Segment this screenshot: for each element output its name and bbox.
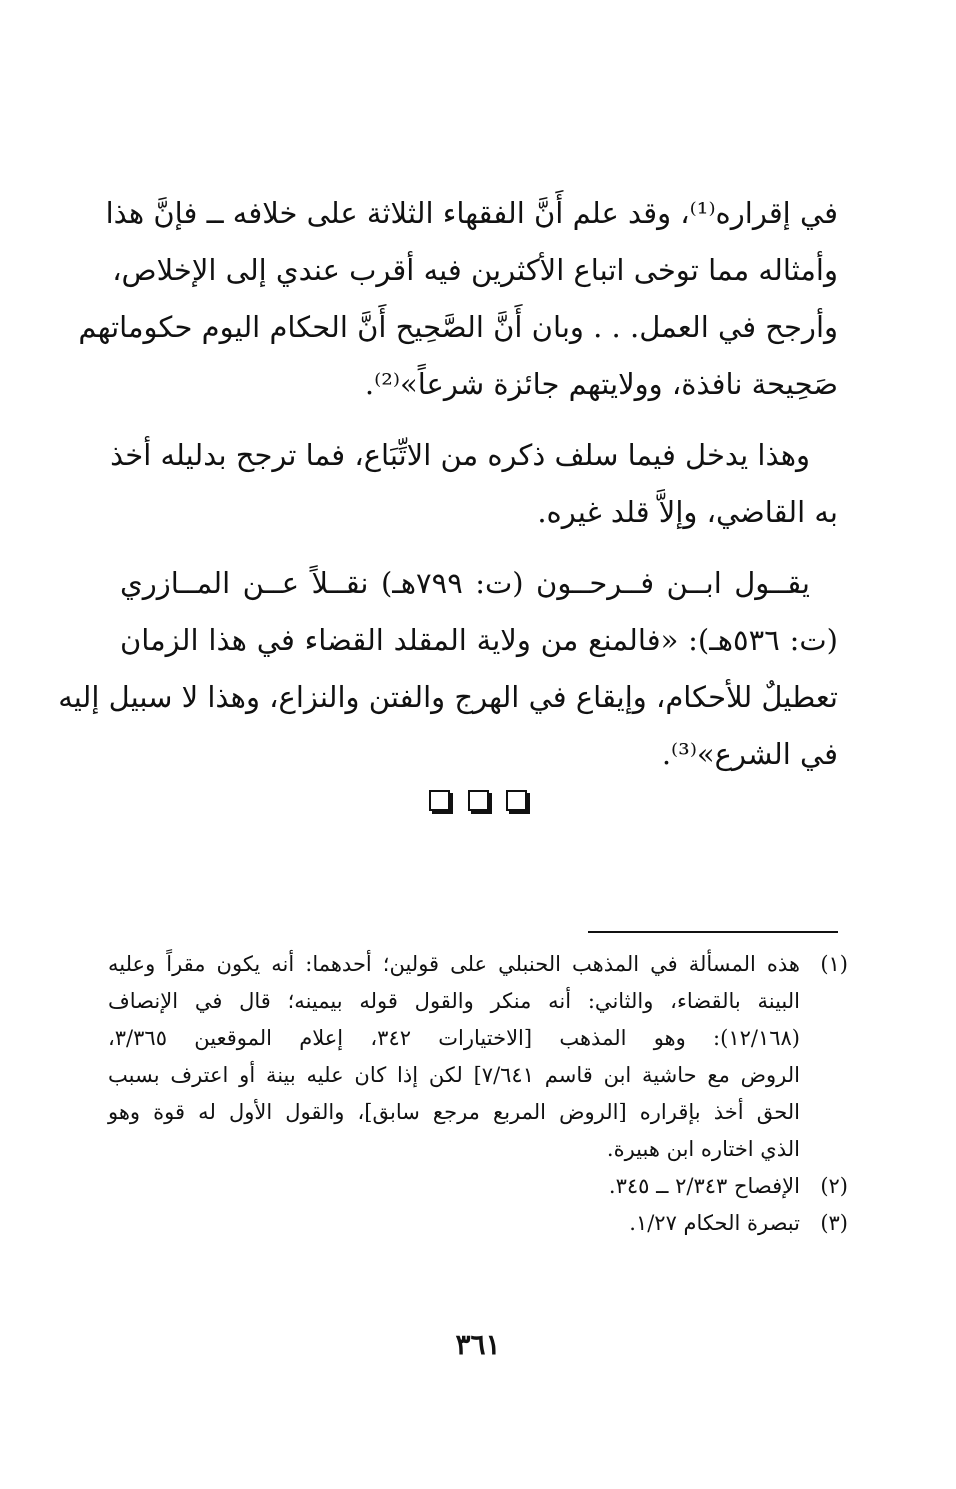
section-divider [0,790,956,811]
footnote-line: البينة بالقضاء، والثاني: أنه منكر والقول قوله بيمينه؛ قال في الإنصاف [108,989,800,1013]
footnote-number: (١) [820,952,848,976]
square-ornament-icon [506,790,527,811]
footnote-line: الإفصاح ٢/٣٤٣ ــ ٣٤٥. [608,1174,800,1198]
footnote-number: (٢) [820,1174,848,1198]
text-line: في إقراره⁽¹⁾، وقد علم أَنَّ الفقهاء الثلاثة على خلافه ــ فإنَّ هذا [105,196,838,230]
footnote-line: الذي اختاره ابن هبيرة. [606,1137,800,1161]
text-line: يقــول ابــن فــرحــون (ت: ٧٩٩هـ) نقــلاً عــن المــازري [120,566,810,600]
footnote-line: هذه المسألة في المذهب الحنبلي على قولين؛ أحدهما: أنه يكون مقراً وعليه [108,952,800,976]
footnote-line: (١٢/١٦٨): وهو المذهب [الاختيارات ٣٤٢، إعلام الموقعين ٣/٣٦٥، [108,1026,800,1050]
footnote-separator [588,931,838,933]
text-line: وهذا يدخل فيما سلف ذكره من الاتِّبَاع، فما ترجح بدليله أخذ [110,438,810,472]
text-line: وأرجح في العمل. . . وبان أَنَّ الصَّحِيح أَنَّ الحكام اليوم حكوماتهم [78,310,838,344]
square-ornament-icon [468,790,489,811]
text-line: تعطيلٌ للأحكام، وإيقاع في الهرج والفتن والنزاع، وهذا لا سبيل إليه [58,680,838,714]
main-text [58,185,838,783]
footnote [108,946,848,1168]
footnote-line: تبصرة الحكام ١/٢٧. [629,1211,800,1235]
footnote-number: (٣) [820,1211,848,1235]
paragraph [110,427,838,541]
footnote-line: الحق أخذ بإقراره [الروض المربع مرجع سابق]، والقول الأول له قوة وهو [108,1100,800,1124]
footnote [108,1205,848,1242]
square-ornament-icon [429,790,450,811]
text-line: وأمثاله مما توخى اتباع الأكثرين فيه أقرب عندي إلى الإخلاص، [112,253,838,287]
page-number: ٣٦١ [455,1328,501,1361]
footnote-line: الروض مع حاشية ابن قاسم ٧/٦٤١] لكن إذا كان عليه بينة أو اعترف بسبب [108,1063,800,1087]
paragraph [58,555,838,783]
footnote [108,1168,848,1205]
text-line: (ت: ٥٣٦هـ): «فالمنع من ولاية المقلد القضاء في هذا الزمان [120,623,838,657]
text-line: صَحِيحة نافذة، وولايتهم جائزة شرعاً»⁽²⁾. [364,367,838,401]
text-line: في الشرع»⁽³⁾. [661,737,838,771]
text-line: به القاضي، وإلاَّ قلد غيره. [537,495,838,529]
paragraph [78,185,838,413]
footnotes [108,946,848,1242]
